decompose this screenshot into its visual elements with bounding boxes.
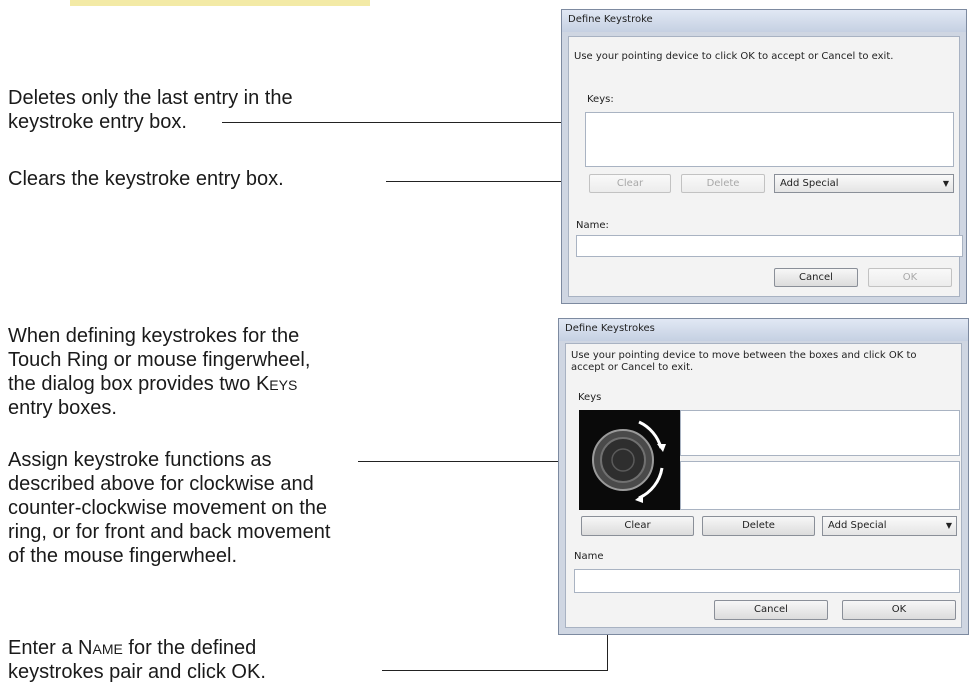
clear-button[interactable]: Clear <box>589 174 671 193</box>
add-special-value: Add Special <box>828 520 887 531</box>
add-special-value: Add Special <box>780 178 839 189</box>
dialog-client-area <box>568 36 960 297</box>
define-keystrokes-dialog <box>558 318 969 635</box>
touch-ring-icon <box>579 410 680 510</box>
keys-entry-box[interactable] <box>585 112 954 167</box>
dialog-title: Define Keystrokes <box>559 319 968 341</box>
ok-button[interactable]: OK <box>868 268 952 287</box>
keys-label: Keys: <box>587 94 614 105</box>
keys-label: Keys <box>578 392 602 403</box>
callout-fingerwheel: When defining keystrokes for the Touch Ring or mouse fingerwheel, the dialog box provides two Keys entry boxes. <box>8 325 311 419</box>
dialog-client-area <box>565 343 962 628</box>
chevron-down-icon: ▼ <box>942 179 949 188</box>
name-label: Name <box>574 551 604 562</box>
keys-entry-box-clockwise[interactable] <box>680 410 960 456</box>
chevron-down-icon: ▼ <box>945 521 952 530</box>
instruction-text: Use your pointing device to click OK to accept or Cancel to exit. <box>574 51 894 62</box>
callout-clear: Clears the keystroke entry box. <box>8 168 284 190</box>
leader-name-h <box>382 670 608 671</box>
cancel-button[interactable]: Cancel <box>714 600 828 620</box>
ok-button[interactable]: OK <box>842 600 956 620</box>
cancel-button[interactable]: Cancel <box>774 268 858 287</box>
name-label: Name: <box>576 220 609 231</box>
callout-name: Enter a Name for the defined keystrokes pair and click OK. <box>8 637 266 683</box>
add-special-dropdown[interactable] <box>774 174 954 193</box>
clear-button[interactable]: Clear <box>581 516 694 536</box>
callout-assign: Assign keystroke functions as described above for clockwise and counter-clockwise movement on the ring, or for front and back movement of the mouse fingerwheel. <box>8 449 331 567</box>
define-keystroke-dialog <box>561 9 967 304</box>
instruction-text: Use your pointing device to move between the boxes and click OK to accept or Cancel to exit. <box>571 350 917 373</box>
keys-entry-box-counterclockwise[interactable] <box>680 461 960 510</box>
leader-assign <box>358 461 590 462</box>
callout-delete: Deletes only the last entry in the keystroke entry box. <box>8 87 293 133</box>
delete-button[interactable]: Delete <box>681 174 765 193</box>
name-field[interactable] <box>576 235 963 257</box>
add-special-dropdown[interactable] <box>822 516 957 536</box>
name-field[interactable] <box>574 569 960 593</box>
dialog-title: Define Keystroke <box>562 10 966 32</box>
highlight-strip <box>70 0 370 6</box>
delete-button[interactable]: Delete <box>702 516 815 536</box>
